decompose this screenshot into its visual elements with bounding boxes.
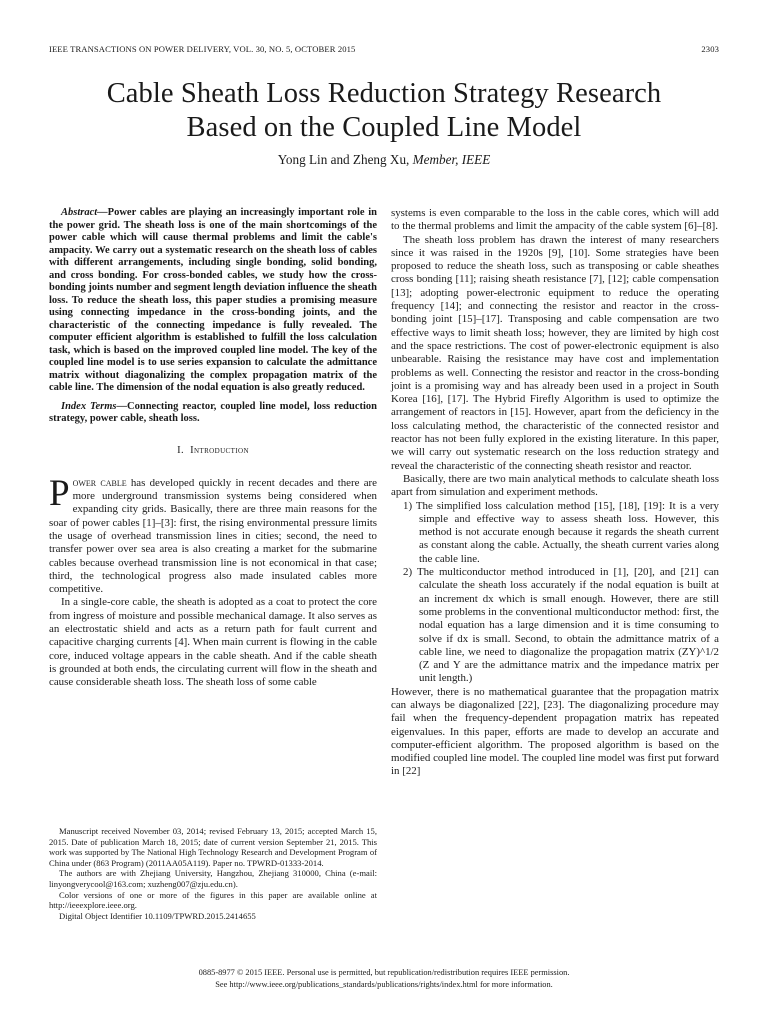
- abstract-text: Power cables are playing an increasingly important role in the power grid. The sheath loss is one of the main shortcomings of the power cable which will cause thermal problems and limit the cable's ampacity. We carry out a systematic research on the sheath loss of cables with different arrangements, including single bonding, solid bonding, and cross bonding. For cross-bonded cables, we study how the cross-bonding joints number and segment length deviation influence the sheath loss. To reduce the sheath loss, this paper studies a promising measure using connecting impedance in the cross-bonding joints, and the characteristic of the connecting impedance is fully revealed. The computer efficient algorithm is established to fulfill the loss calculation task, which is based on the improved coupled line model. The key of the coupled line model is to use series expansion to calculate the admittance matrix without diagonalizing the complex propagation matrix of the cable line. The dimension of the nodal equation is also greatly reduced.: [49, 207, 377, 393]
- lead-words: ower cable: [72, 476, 127, 489]
- right-paragraph-2: The sheath loss problem has drawn the interest of many researchers since it was raised in the 1920s [9], [10]. Some strategies have been proposed to reduce the sheath loss, such as transposing or cable sheathes cross bonding [11]; raising sheath resistance [7], [12]; cable compensation [13]; adopting power-electronic equipment to reduce the operating frequency [14]; and connecting the resistor and reactor in the cross-bonding joint [15]–[17]. Transposing and cable compensation are two effective ways to limit sheath loss; however, they are limited by high cost and the space restrictions. The cost of power-electronic equipment is also unbearable. Raising the resistance may have cost and implementation problems as well. Connecting the resistor and reactor in the cross-bonding joint is a promising way and has already been used in a project in South Korea [16], [17]. The Hybrid Firefly Algorithm is used to optimize the arrangement of reactors in [15]. However, apart from the deficiency in the loss calculating method, the characteristic of the connected resistor and reactor has not been fully explored in the existing literature. In this paper, we will carry out systematic research on the loss reduction strategy and reveal the characteristic of the connecting sheath resistor and reactor.: [391, 233, 719, 472]
- copyright-line-1: 0885-8977 © 2015 IEEE. Personal use is permitted, but republication/redistribution requires IEEE permission.: [198, 968, 570, 977]
- copyright-line-2: See http://www.ieee.org/publications_standards/publications/rights/index.html for more information.: [215, 980, 553, 989]
- abstract: [49, 207, 377, 395]
- author-names: Yong Lin and Zheng Xu,: [277, 152, 410, 167]
- journal-header: IEEE TRANSACTIONS ON POWER DELIVERY, VOL. 30, NO. 5, OCTOBER 2015: [49, 44, 356, 54]
- footnote: [49, 826, 377, 921]
- right-paragraph-1: systems is even comparable to the loss in the cable cores, which will add to the thermal problems and limit the ampacity of the cable system [6]–[8].: [391, 207, 719, 233]
- page-number: 2303: [701, 44, 719, 54]
- abstract-label: Abstract—: [61, 207, 108, 218]
- intro-paragraph-2: In a single-core cable, the sheath is adopted as a coat to protect the core from ingress of moisture and possible mechanical damage. It also serves as an electrostatic shield and acts as a return path for fault current and capacitive charging currents [4]. When main current is flowing in the cable core, induced voltage appears in the cable sheath. And if the cable sheath is grounded at both ends, the circulating current will flow in the sheath and cause considerable sheath loss. The sheath loss of some cable: [49, 596, 377, 689]
- footnote-manuscript: Manuscript received November 03, 2014; revised February 13, 2015; accepted March 15, 2015. Date of publication March 18, 2015; date of current version September 21, 2015. This work was supported by The National High Technology Research and Development Program of China under (863 Program) (2011AA05A119). Paper no. TPWRD-01333-2014.: [49, 826, 377, 868]
- intro-text-1: has developed quickly in recent decades and there are more underground transmission systems being considered when expanding city grids. Basically, there are three main reasons for the soar of power cables [1]–[3]: first, the rising environmental pressure limits the usage of overhead transmission lines in cities; second, the need to transfer power over sea area is also creating a market for the submarine cables because overhead transmission line is not economical in that case; third, the technological progress also made insulated cables more competitive.: [49, 476, 377, 596]
- authors: [0, 152, 768, 168]
- section-title: Introduction: [190, 444, 249, 456]
- right-paragraph-4: However, there is no mathematical guarantee that the propagation matrix can always be diagonalized [22], [23]. The diagonalizing procedure may fail when the frequency-dependent propagation matrix has repeated eigenvalues. In this paper, efforts are made to develop an accurate and computer-efficient algorithm. The proposed algorithm is based on the modified coupled line model. The coupled line model was first put forward in [22]: [391, 685, 719, 778]
- index-terms: [49, 401, 377, 426]
- right-paragraph-3: Basically, there are two main analytical methods to calculate sheath loss apart from simulation and experiment methods.: [391, 472, 719, 499]
- left-column: [49, 207, 377, 690]
- section-heading: [49, 444, 377, 457]
- list-item-2: 2) The multiconductor method introduced in [1], [20], and [21] can calculate the sheath loss accurately if the nodal equation is built at an increment dx which is small enough. However, there are still some problems in the conventional multiconductor method: first, the nodal equation has a large dimension and it is time consuming to solve if dx is small. Second, to obtain the admittance matrix of a cable line, we need to diagonalize the propagation matrix (ZY)^1/2 (Z and Y are the admittance matrix and the impedance matrix per unit length.): [403, 566, 719, 685]
- copyright-notice: [0, 967, 768, 991]
- intro-paragraph-1: [49, 472, 377, 597]
- author-membership: Member, IEEE: [412, 152, 491, 167]
- right-column: [391, 207, 719, 779]
- footnote-affiliation: The authors are with Zhejiang University, Hangzhou, Zhejiang 310000, China (e-mail: linyongverycool@163.com; xuzheng007@zju.edu.cn).: [49, 868, 377, 889]
- running-header: [49, 44, 719, 54]
- footnote-color: Color versions of one or more of the figures in this paper are available online at http://ieeexplore.ieee.org.: [49, 889, 377, 911]
- drop-cap: P: [49, 472, 70, 514]
- section-number: I.: [177, 444, 184, 456]
- footnote-doi: Digital Object Identifier 10.1109/TPWRD.2015.2414655: [59, 910, 256, 921]
- index-terms-label: Index Terms—: [61, 400, 128, 412]
- title-line-1: Cable Sheath Loss Reduction Strategy Research: [106, 78, 662, 109]
- title-line-2: Based on the Coupled Line Model: [186, 112, 582, 143]
- index-terms-text: Connecting reactor, coupled line model, loss reduction strategy, power cable, sheath loss.: [49, 400, 377, 424]
- list-item-1: 1) The simplified loss calculation method [15], [18], [19]: It is a very simple and effective way to assess sheath loss. However, this method is not accurate enough because it regards the sheath current as constant along the cable. Actually, the sheath current varies along the cable line.: [403, 499, 719, 565]
- paper-title: [30, 77, 738, 145]
